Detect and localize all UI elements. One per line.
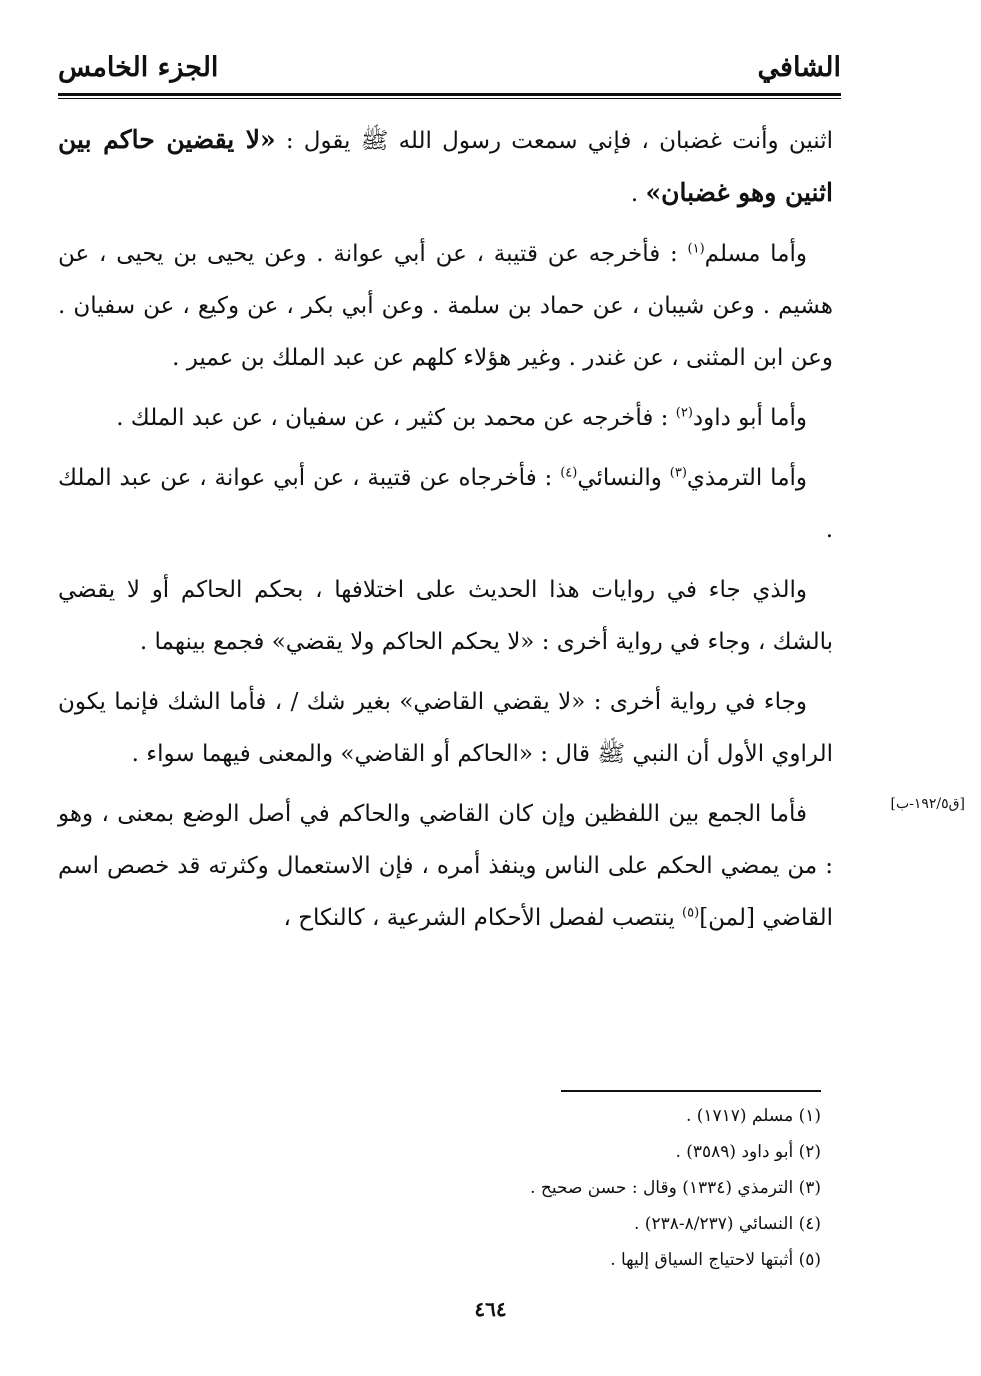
footnotes-list <box>100 1098 821 1278</box>
header-rule <box>58 93 841 99</box>
running-header <box>58 46 841 92</box>
paragraph-3-rest: : فأخرجه عن محمد بن كثير ، عن سفيان ، عن عبد الملك . <box>116 405 676 431</box>
paragraph-2-start: وأما مسلم <box>704 241 807 267</box>
paragraph-1-end: . <box>630 181 646 207</box>
main-text <box>58 114 833 952</box>
footnote-item: (٣) الترمذي (١٣٣٤) وقال : حسن صحيح . <box>530 1178 821 1198</box>
hadith-quote: «لا يقضين حاكم بين اثنين وهو غضبان» <box>58 125 833 207</box>
paragraph-6: وجاء في رواية أخرى : «لا يقضي القاضي» بغير شك / ، فأما الشك فإنما يكون الراوي الأول أن النبي ﷺ قال : «الحاكم أو القاضي» والمعنى فيهما سواء . <box>58 689 833 767</box>
book-title: الشافي <box>757 52 841 83</box>
footnote-ref-2[interactable]: (٢) <box>675 405 693 421</box>
footnote-item: (٤) النسائي (٨/٢٣٧-٢٣٨) . <box>633 1214 821 1234</box>
paragraph-5: والذي جاء في روايات هذا الحديث على اختلافها ، بحكم الحاكم أو لا يقضي بالشك ، وجاء في رواية أخرى : «لا يحكم الحاكم ولا يقضي» فجمع بينهما . <box>58 577 833 655</box>
paragraph-2 <box>58 228 833 384</box>
paragraph-4-start: وأما الترمذي <box>686 465 808 491</box>
footnote-ref-5[interactable]: (٥) <box>682 905 700 921</box>
footnote-item: (٥) أثبتها لاحتياج السياق إليها . <box>610 1250 821 1270</box>
manuscript-folio-note: [ق١٩٢/٥-ب] <box>890 796 965 812</box>
paragraph-2-rest: : فأخرجه عن قتيبة ، عن أبي عوانة . وعن يحيى بن يحيى ، عن هشيم . وعن شيبان ، عن حماد بن سلمة . وعن أبي بكر ، عن وكيع ، عن سفيان . وعن ابن المثنى ، عن غندر . وغير هؤلاء كلهم عن عبد الملك بن عمير . <box>58 241 833 371</box>
paragraph-4-middle: والنسائي <box>577 465 670 491</box>
footnote-ref-1[interactable]: (١) <box>687 241 705 257</box>
page-number: ٤٦٤ <box>474 1297 507 1321</box>
paragraph-7-start: فأما الجمع بين اللفظين وإن كان القاضي والحاكم في أصل الوضع بمعنى ، وهو : من يمضي الحكم على الناس وينفذ أمره ، فإن الاستعمال وكثرته قد خصص اسم القاضي [لمن] <box>58 801 833 931</box>
paragraph-4-rest: : فأخرجاه عن قتيبة ، عن أبي عوانة ، عن عبد الملك . <box>58 465 833 543</box>
paragraph-7-rest: ينتصب لفصل الأحكام الشرعية ، كالنكاح ، <box>283 905 683 931</box>
footnote-ref-4[interactable]: (٤) <box>560 465 578 481</box>
footnote-separator <box>561 1090 821 1092</box>
footnote-ref-3[interactable]: (٣) <box>669 465 687 481</box>
footnote-item: (٢) أبو داود (٣٥٨٩) . <box>675 1142 821 1162</box>
paragraph-3 <box>58 392 833 444</box>
paragraph-4 <box>58 452 833 556</box>
paragraph-1-text: اثنين وأنت غضبان ، فإني سمعت رسول الله ﷺ يقول : <box>275 128 833 154</box>
paragraph-3-start: وأما أبو داود <box>692 405 807 431</box>
paragraph-1 <box>58 114 833 220</box>
footnote-item: (١) مسلم (١٧١٧) . <box>685 1106 821 1126</box>
volume-title: الجزء الخامس <box>58 52 219 83</box>
paragraph-7 <box>58 788 833 944</box>
